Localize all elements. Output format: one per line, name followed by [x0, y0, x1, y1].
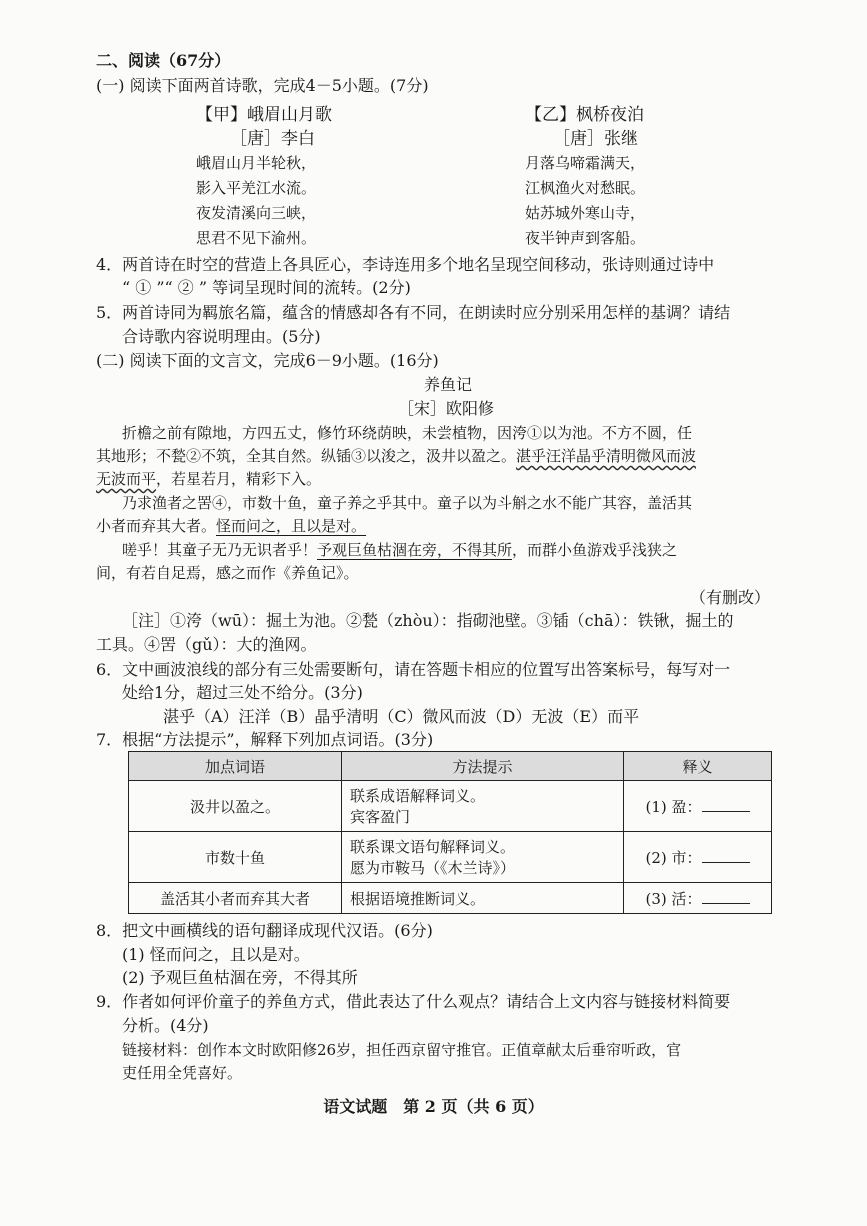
answer-label: (3) 活：: [645, 889, 702, 908]
dotted-word: 市数十鱼: [129, 832, 342, 883]
question-9-line1: 9．作者如何评价童子的养鱼方式，借此表达了什么观点？请结合上文内容与链接材料简要: [96, 992, 731, 1011]
essay-p1-line3: [96, 468, 321, 490]
answer-blank[interactable]: [702, 848, 750, 863]
answer-blank[interactable]: [702, 797, 750, 812]
part2-heading: (二) 阅读下面的文言文，完成6－9小题。(16分): [96, 351, 439, 370]
dotted-word: 盖活其小者而弃其大者: [129, 883, 342, 914]
poem-a: [196, 103, 332, 251]
hint-example: 宾客盈门: [350, 808, 411, 826]
hint-text: 联系课文语句解释词义。: [350, 838, 516, 856]
essay-p1-line1: 折檐之前有隙地，方四五丈，修竹环绕荫映，未尝植物，因洿①以为池。不方不圆，任: [122, 424, 693, 442]
table-header: 释义: [624, 752, 772, 781]
poem-a-line: 影入平羌江水流。: [196, 179, 317, 197]
method-hint: [342, 832, 624, 883]
question-6-options: 湛乎（A）汪洋（B）晶乎清明（C）微风而波（D）无波（E）而平: [163, 707, 640, 726]
question-4-line1: 4．两首诗在时空的营造上各具匠心，李诗连用多个地名呈现空间移动，张诗则通过诗中: [96, 255, 715, 274]
table-row: [129, 781, 772, 832]
poem-b-title: 【乙】枫桥夜泊: [525, 105, 644, 125]
essay-text: 小者而弃其大者。: [96, 517, 217, 535]
essay-p2-line2: [96, 515, 366, 537]
answer-label: (1) 盈：: [645, 797, 702, 816]
poem-a-line: 思君不见下渝州。: [196, 229, 317, 247]
essay-p1-line2: [96, 445, 696, 467]
answer-cell: [624, 781, 772, 832]
question-9-line2: 分析。(4分): [122, 1016, 209, 1035]
dotted-word: 汲井以盈之。: [129, 781, 342, 832]
answer-blank[interactable]: [702, 889, 750, 904]
method-hint: [342, 781, 624, 832]
essay-text: 嗟乎！其童子无乃无识者乎！: [122, 541, 318, 559]
wavy-underlined-text: 无波而平: [96, 470, 157, 488]
poem-b-line: 江枫渔火对愁眠。: [525, 179, 646, 197]
section-heading: 二、阅读（67分）: [96, 51, 231, 70]
essay-text: 其地形；不甃②不筑，全其自然。纵锸③以浚之，汲井以盈之。: [96, 447, 517, 465]
question-6-line2: 处给1分，超过三处不给分。(3分): [122, 683, 363, 702]
question-5-line1: 5．两首诗同为羁旅名篇，蕴含的情感却各有不同，在朗读时应分别采用怎样的基调？请结: [96, 303, 731, 322]
poem-b-author: ［唐］张继: [553, 129, 638, 149]
part1-heading: (一) 阅读下面两首诗歌，完成4－5小题。(7分): [96, 76, 429, 95]
question-7-prompt: 7．根据“方法提示”，解释下列加点词语。(3分): [96, 730, 434, 749]
hint-text: 根据语境推断词义。: [350, 889, 486, 908]
question-8-item1: (1) 怪而问之，且以是对。: [122, 945, 310, 964]
poem-b-line: 月落乌啼霜满天，: [525, 154, 646, 172]
question-8-item2: (2) 予观巨鱼枯涸在旁，不得其所: [122, 968, 358, 987]
question-7-table: [128, 751, 772, 914]
answer-cell: [624, 883, 772, 914]
link-material-line2: 吏任用全凭喜好。: [122, 1064, 243, 1082]
table-header-row: [129, 752, 772, 781]
essay-p3-line2: 间，有若自足焉，感之而作《养鱼记》。: [96, 564, 359, 582]
essay-p2-line1: 乃求渔者之罟④，市数十鱼，童子养之乎其中。童子以为斗斛之水不能广其容，盖活其: [122, 494, 693, 512]
underlined-sentence: 予观巨鱼枯涸在旁，不得其所: [317, 541, 513, 559]
poem-a-title: 【甲】峨眉山月歌: [196, 105, 332, 125]
table-row: [129, 832, 772, 883]
essay-p3-line1: [122, 539, 677, 561]
table-header: 方法提示: [342, 752, 624, 781]
poem-b-line: 姑苏城外寒山寺，: [525, 204, 646, 222]
essay-text: ，若星若月，精彩下入。: [156, 470, 322, 488]
question-4-line2: “ ① ”“ ② ” 等词呈现时间的流转。(2分): [122, 278, 411, 297]
method-hint: [342, 883, 624, 914]
essay-author: ［宋］欧阳修: [398, 399, 495, 418]
question-6-line1: 6．文中画波浪线的部分有三处需要断句，请在答题卡相应的位置写出答案标号，每写对一: [96, 660, 731, 679]
hint-example: 愿为市鞍马（《木兰诗》）: [350, 859, 516, 877]
link-material-line1: 链接材料：创作本文时欧阳修26岁，担任西京留守推官。正值章献太后垂帘听政，官: [122, 1041, 682, 1059]
notes-line2: 工具。④罟（gǔ）：大的渔网。: [96, 635, 317, 654]
poem-a-author: ［唐］李白: [230, 129, 315, 149]
wavy-underlined-text: 湛乎汪洋晶乎清明微风而波: [516, 447, 697, 465]
underlined-sentence: 怪而问之，且以是对。: [216, 517, 367, 535]
page-footer: 语文试题 第 2 页（共 6 页）: [323, 1097, 544, 1116]
question-8-prompt: 8．把文中画横线的语句翻译成现代汉语。(6分): [96, 921, 433, 940]
question-5-line2: 合诗歌内容说明理由。(5分): [122, 327, 321, 346]
answer-label: (2) 市：: [645, 848, 702, 867]
poem-a-line: 夜发清溪向三峡，: [196, 204, 317, 222]
poem-b: [525, 103, 645, 251]
essay-text: ，而群小鱼游戏乎浅狭之: [512, 541, 678, 559]
answer-cell: [624, 832, 772, 883]
poem-a-line: 峨眉山月半轮秋，: [196, 154, 317, 172]
poem-b-line: 夜半钟声到客船。: [525, 229, 646, 247]
essay-title: 养鱼记: [424, 375, 473, 394]
notes-line1: ［注］①洿（wū）：掘土为池。②甃（zhòu）：指砌池壁。③锸（chā）：铁锹，掘土的: [122, 611, 734, 630]
hint-text: 联系成语解释词义。: [350, 787, 486, 805]
abridged-tag: （有删改）: [690, 588, 771, 607]
table-row: [129, 883, 772, 914]
table-header: 加点词语: [129, 752, 342, 781]
